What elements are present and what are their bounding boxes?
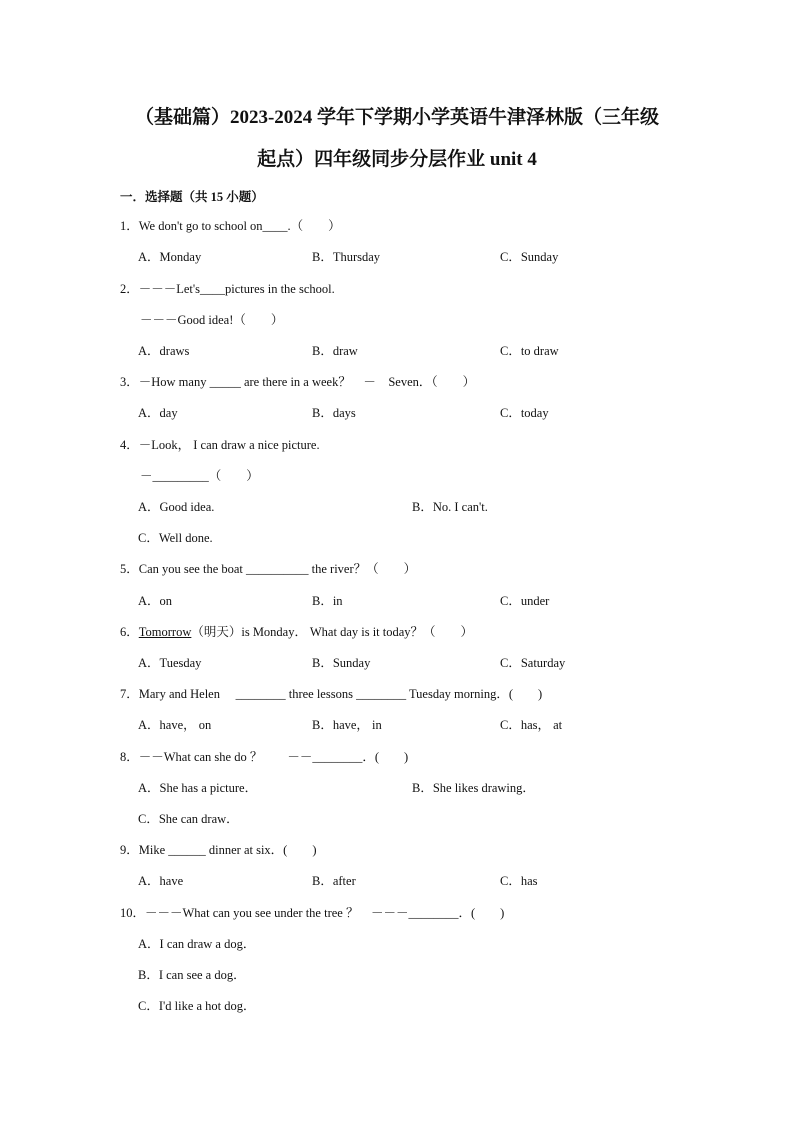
question-6-number: 6． [120,625,139,639]
q9-option-b[interactable]: B．after [312,874,356,888]
q1-option-c[interactable]: C．Sunday [500,250,559,264]
section-heading: 一．选择题（共 15 小题） [120,190,264,204]
q4-option-b[interactable]: B．No. I can't. [412,500,488,514]
question-8: 8．－－What can she do ？ －－________．( ) [120,750,409,764]
question-6-underlined-word: Tomorrow [138,625,192,639]
q5-option-a[interactable]: A．on [138,594,173,608]
question-7: 7．Mary and Helen ________ three lessons ________ Tuesday morning．( ) [120,687,543,701]
question-6 [120,624,473,640]
q1-option-a[interactable]: A．Monday [138,250,202,264]
title-line-2: 起点）四年级同步分层作业 unit 4 [257,149,537,170]
question-2-line-2: －－－Good idea!（ ） [140,313,284,327]
q5-option-b[interactable]: B．in [312,594,343,608]
q7-option-c[interactable]: C．has， at [500,718,563,732]
question-9: 9．Mike ______ dinner at six．( ) [120,843,317,857]
question-3: 3．－How many _____ are there in a week？ － Seven．（ ） [120,375,476,389]
q10-option-b[interactable]: B．I can see a dog． [138,968,246,982]
q1-option-b[interactable]: B．Thursday [312,250,381,264]
q9-option-c[interactable]: C．has [500,874,538,888]
q8-option-a[interactable]: A．She has a picture． [138,781,258,795]
q3-option-a[interactable]: A．day [138,406,178,420]
question-2: 2．－－－Let's____pictures in the school. [120,282,335,296]
title-line-1: （基础篇）2023-2024 学年下学期小学英语牛津泽林版（三年级 [134,107,660,128]
q7-option-b[interactable]: B．have， in [312,718,382,732]
question-1: 1．We don't go to school on____.（ ） [120,219,341,233]
question-5: 5．Can you see the boat __________ the river？（ ） [120,562,417,576]
q4-option-c[interactable]: C．Well done. [138,531,213,545]
question-4: 4．－Look， I can draw a nice picture. [120,438,320,452]
q4-option-a[interactable]: A．Good idea. [138,500,215,514]
question-10: 10．－－－What can you see under the tree ？ －－－________．( ) [120,906,505,920]
q8-option-c[interactable]: C．She can draw． [138,812,239,826]
question-6-rest: （明天）is Monday． What day is it today？（ ） [191,625,474,639]
q8-option-b[interactable]: B．She likes drawing． [412,781,535,795]
question-4-line-2: －_________（ ） [140,469,259,483]
q3-option-c[interactable]: C．today [500,406,549,420]
q6-option-c[interactable]: C．Saturday [500,656,566,670]
q6-option-b[interactable]: B．Sunday [312,656,371,670]
q2-option-a[interactable]: A．draws [138,344,190,358]
q7-option-a[interactable]: A．have， on [138,718,212,732]
q2-option-c[interactable]: C．to draw [500,344,559,358]
q2-option-b[interactable]: B．draw [312,344,358,358]
q5-option-c[interactable]: C．under [500,594,550,608]
q9-option-a[interactable]: A．have [138,874,184,888]
q6-option-a[interactable]: A．Tuesday [138,656,202,670]
q3-option-b[interactable]: B．days [312,406,356,420]
q10-option-c[interactable]: C．I'd like a hot dog． [138,999,256,1013]
q10-option-a[interactable]: A．I can draw a dog． [138,937,256,951]
